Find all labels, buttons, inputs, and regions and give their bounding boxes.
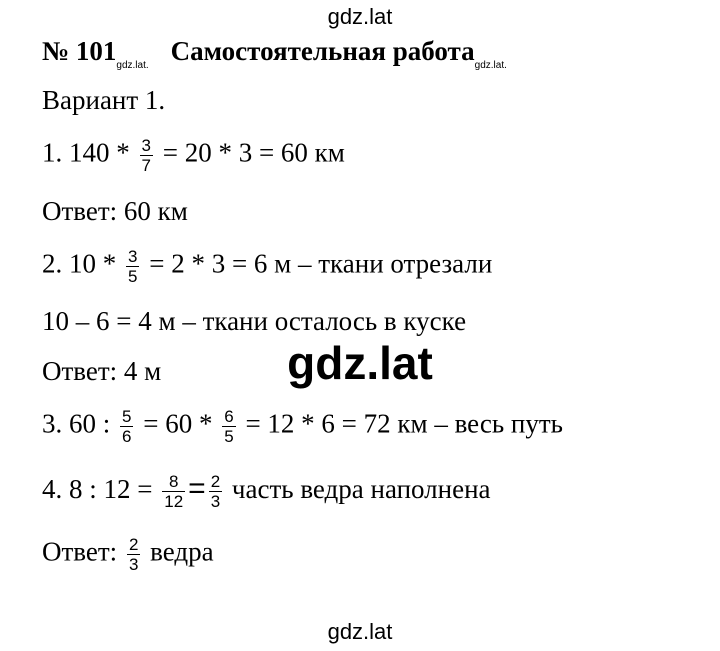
watermark-small-2: gdz.lat — [474, 60, 505, 71]
fraction: $\frac{2}{3}$ — [128, 535, 139, 574]
fraction: $\frac{3}{5}$ — [128, 247, 138, 286]
watermark-top: gdz.lat — [327, 4, 393, 29]
fraction: $\frac{8}{12}$ — [164, 472, 184, 512]
page-title: № $101_{gdz.lat.}$ Самостоятельная работа$_{gdz.lat.}$ — [42, 36, 507, 71]
fraction: $\frac{5}{6}$ — [122, 407, 132, 446]
watermark-bottom: gdz.lat — [327, 619, 393, 644]
task-3: 3. 60 : $\frac{5}{6}$ = 60 * $\frac{6}{5}$ = 12 * 6 = 72 км – весь путь — [42, 407, 563, 446]
answer-4: Ответ: $\frac{2}{3}$ ведра — [42, 535, 214, 574]
task-2: 2. 10 * $\frac{3}{5}$ = 2 * 3 = 6 м – ткани отрезали — [42, 247, 493, 286]
task-2-line-2: 10 – 6 = 4 м – ткани осталось в куске — [42, 306, 467, 336]
task-4: 4. 8 : 12 = $\frac{8}{12}$ = $\frac{2}{3}$ часть ведра наполнена — [42, 472, 491, 512]
section-title: Самостоятельная работа — [170, 36, 475, 66]
task-1: 1. 140 * $\frac{3}{7}$ = 20 * 3 = 60 км — [42, 136, 345, 175]
watermark-small: gdz.lat — [116, 60, 146, 71]
watermark-center: gdz.lat — [287, 337, 433, 389]
variant-heading: Вариант 1. — [42, 85, 166, 115]
answer-1: Ответ: 60 км — [42, 196, 188, 226]
fraction: $\frac{6}{5}$ — [224, 407, 234, 446]
answer-2: Ответ: 4 м — [42, 356, 162, 386]
task-number: № 101 — [42, 36, 117, 66]
fraction: $\frac{3}{7}$ — [141, 136, 151, 175]
fraction: $\frac{2}{3}$ — [210, 472, 221, 512]
